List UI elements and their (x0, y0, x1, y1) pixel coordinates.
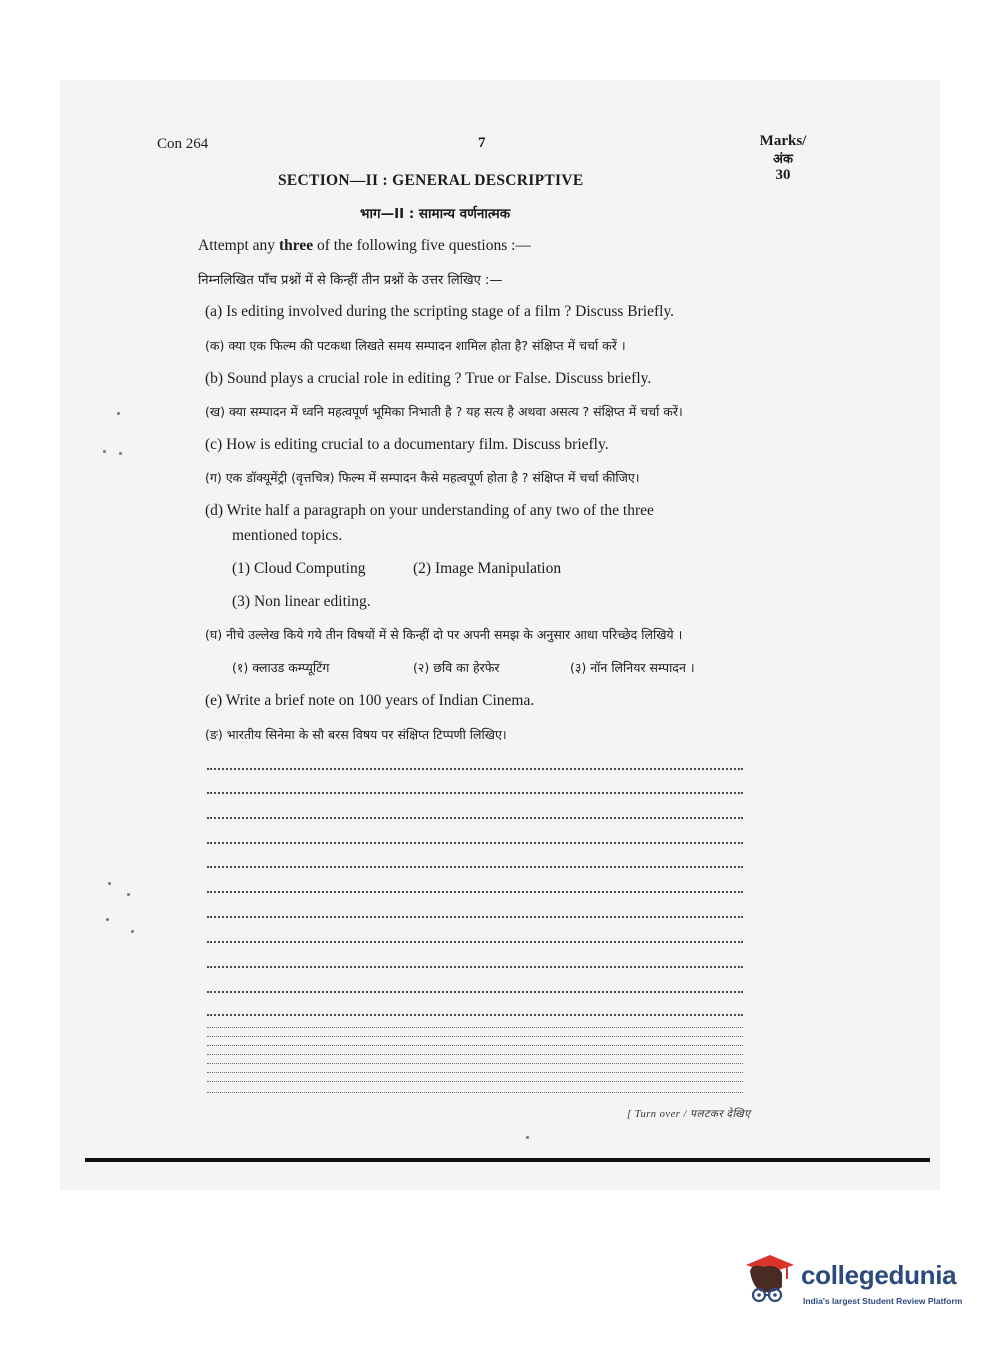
marks-value: 30 (775, 167, 791, 183)
answer-line (207, 891, 743, 893)
scan-speck (526, 1136, 529, 1139)
answer-line (207, 1054, 743, 1055)
answer-line (207, 817, 743, 819)
answer-line (207, 1027, 743, 1028)
topic-2-hindi: (२) छवि का हेरफेर (413, 660, 500, 675)
scan-speck (108, 882, 111, 885)
page-number: 7 (478, 135, 486, 151)
answer-line (207, 842, 743, 844)
scan-speck (127, 893, 130, 896)
scan-speck (103, 450, 106, 453)
topic-2: (2) Image Manipulation (413, 560, 562, 577)
scan-speck (131, 930, 134, 933)
section-title-hindi: भाग—II : सामान्य वर्णनात्मक (360, 206, 511, 222)
question-d-hindi: (घ) नीचे उल्लेख किये गये तीन विषयों में से किन्हीं दो पर अपनी समझ के अनुसार आधा परिच्छेद लिखिये । (205, 627, 683, 642)
question-a-english: (a) Is editing involved during the scripting stage of a film ? Discuss Briefly. (205, 303, 675, 320)
answer-line (207, 916, 743, 918)
answer-line (207, 1063, 743, 1064)
topic-1: (1) Cloud Computing (232, 560, 366, 577)
instruction-hindi: निम्नलिखित पाँच प्रश्नों में से किन्हीं तीन प्रश्नों के उत्तर लिखिए :— (198, 273, 503, 288)
scan-speck (117, 412, 120, 415)
question-e-hindi: (ङ) भारतीय सिनेमा के सौ बरस विषय पर संक्षिप्त टिप्पणी लिखिए। (205, 727, 507, 742)
marks-label: Marks/ (759, 133, 807, 149)
page-bottom-rule (85, 1158, 930, 1162)
watermark-brand: collegedunia (801, 1260, 957, 1290)
answer-line (207, 1081, 743, 1082)
answer-line (207, 1045, 743, 1046)
question-e-english: (e) Write a brief note on 100 years of Indian Cinema. (205, 692, 535, 709)
question-b-english: (b) Sound plays a crucial role in editing ? True or False. Discuss briefly. (205, 370, 652, 387)
answer-line (207, 1072, 743, 1073)
scan-speck (119, 452, 122, 455)
question-c-hindi: (ग) एक डॉक्यूमेंट्री (वृत्तचित्र) फिल्म में सम्पादन कैसे महत्वपूर्ण होता है ? संक्षिप्त में चर्चा कीजिए। (205, 470, 640, 485)
paper-code: Con 264 (157, 136, 209, 152)
answer-line (207, 1036, 743, 1037)
topic-3: (3) Non linear editing. (232, 593, 371, 610)
topic-3-hindi: (३) नॉन लिनियर सम्पादन । (570, 660, 695, 675)
question-d-english-line2: mentioned topics. (232, 527, 343, 544)
instruction-english: Attempt any three of the following five questions :— (198, 237, 531, 254)
marks-block (748, 133, 818, 184)
answer-line (207, 1014, 743, 1016)
turn-over-note: [ Turn over / पलटकर देखिए (627, 1109, 751, 1120)
question-d-english-line1: (d) Write half a paragraph on your understanding of any two of the three (205, 502, 654, 519)
answer-line (207, 792, 743, 794)
answer-line (207, 866, 743, 868)
answer-line (207, 768, 743, 770)
section-title: SECTION—II : GENERAL DESCRIPTIVE (278, 172, 584, 189)
marks-label-hindi: अंक (773, 151, 793, 166)
question-c-english: (c) How is editing crucial to a documentary film. Discuss briefly. (205, 436, 609, 453)
answer-line (207, 991, 743, 993)
question-b-hindi: (ख) क्या सम्पादन में ध्वनि महत्वपूर्ण भूमिका निभाती है ? यह सत्य है अथवा असत्य ? संक्षिप्त में चर्चा करें। (205, 404, 683, 419)
answer-line (207, 1092, 743, 1093)
topic-1-hindi: (१) क्लाउड कम्प्यूटिंग (232, 660, 330, 675)
watermark-tagline: India's largest Student Review Platform (803, 1296, 963, 1306)
collegedunia-mascot-icon (742, 1251, 802, 1311)
question-a-hindi: (क) क्या एक फिल्म की पटकथा लिखते समय सम्पादन शामिल होता है? संक्षिप्त में चर्चा करें । (205, 338, 626, 353)
answer-line (207, 966, 743, 968)
scan-speck (106, 918, 109, 921)
answer-line (207, 941, 743, 943)
